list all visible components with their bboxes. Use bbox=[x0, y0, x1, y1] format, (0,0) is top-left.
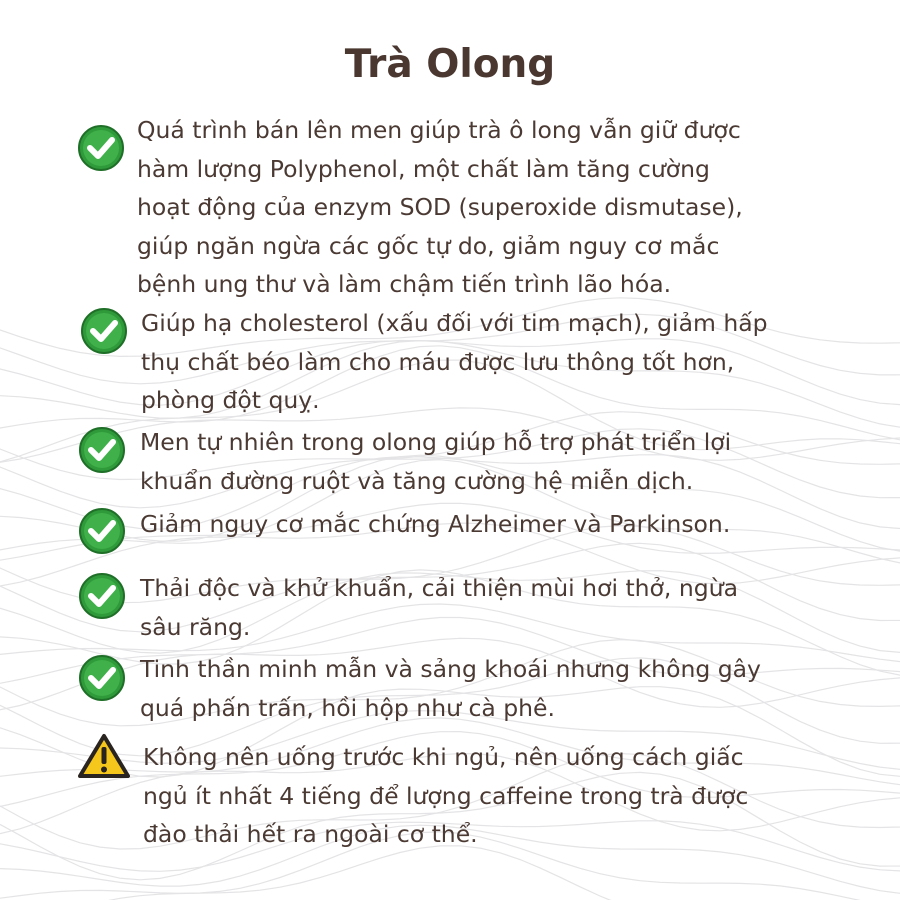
check-circle-icon bbox=[78, 426, 126, 474]
item-line: khuẩn đường ruột và tăng cường hệ miễn dịch. bbox=[140, 466, 694, 495]
item-text bbox=[140, 423, 731, 500]
item-line: sâu răng. bbox=[140, 612, 251, 641]
item-line: Không nên uống trước khi ngủ, nên uống cách giấc bbox=[143, 743, 744, 771]
item-line: Thải độc và khử khuẩn, cải thiện mùi hơi thở, ngừa bbox=[140, 574, 738, 602]
item-line: đào thải hết ra ngoài cơ thể. bbox=[143, 820, 478, 848]
item-line: thụ chất béo làm cho máu được lưu thông tốt hơn, bbox=[141, 347, 735, 376]
item-text bbox=[140, 505, 730, 544]
check-circle-icon bbox=[78, 572, 126, 620]
item-line: Giúp hạ cholesterol (xấu đối với tim mạch), giảm hấp bbox=[141, 309, 768, 337]
item-line: Giảm nguy cơ mắc chứng Alzheimer và Parkinson. bbox=[140, 510, 731, 538]
item-text bbox=[140, 650, 761, 727]
item-line: Tinh thần minh mẫn và sảng khoái nhưng không gây bbox=[140, 655, 761, 683]
item-text bbox=[137, 111, 743, 304]
item-line: Men tự nhiên trong olong giúp hỗ trợ phát triển lợi bbox=[140, 428, 732, 456]
item-line: bệnh ung thư và làm chậm tiến trình lão hóa. bbox=[137, 270, 672, 298]
item-line: quá phấn trấn, hồi hộp như cà phê. bbox=[140, 693, 555, 722]
item-text bbox=[141, 304, 768, 420]
page-title: Trà Olong bbox=[344, 42, 556, 87]
item-text bbox=[140, 569, 738, 646]
item-line: hàm lượng Polyphenol, một chất làm tăng cường bbox=[137, 154, 710, 183]
check-circle-icon bbox=[80, 307, 128, 355]
item-text bbox=[143, 738, 748, 854]
item-line: Quá trình bán lên men giúp trà ô long vẫn giữ được bbox=[137, 116, 741, 144]
item-line: ngủ ít nhất 4 tiếng để lượng caffeine trong trà được bbox=[143, 781, 749, 810]
check-circle-icon bbox=[77, 124, 125, 172]
item-line: giúp ngăn ngừa các gốc tự do, giảm nguy cơ mắc bbox=[137, 231, 720, 260]
item-line: phòng đột quỵ. bbox=[141, 386, 320, 414]
check-circle-icon bbox=[78, 654, 126, 702]
item-line: hoạt động của enzym SOD (superoxide dismutase), bbox=[137, 193, 743, 221]
check-circle-icon bbox=[78, 507, 126, 555]
warning-triangle-icon bbox=[77, 733, 131, 779]
